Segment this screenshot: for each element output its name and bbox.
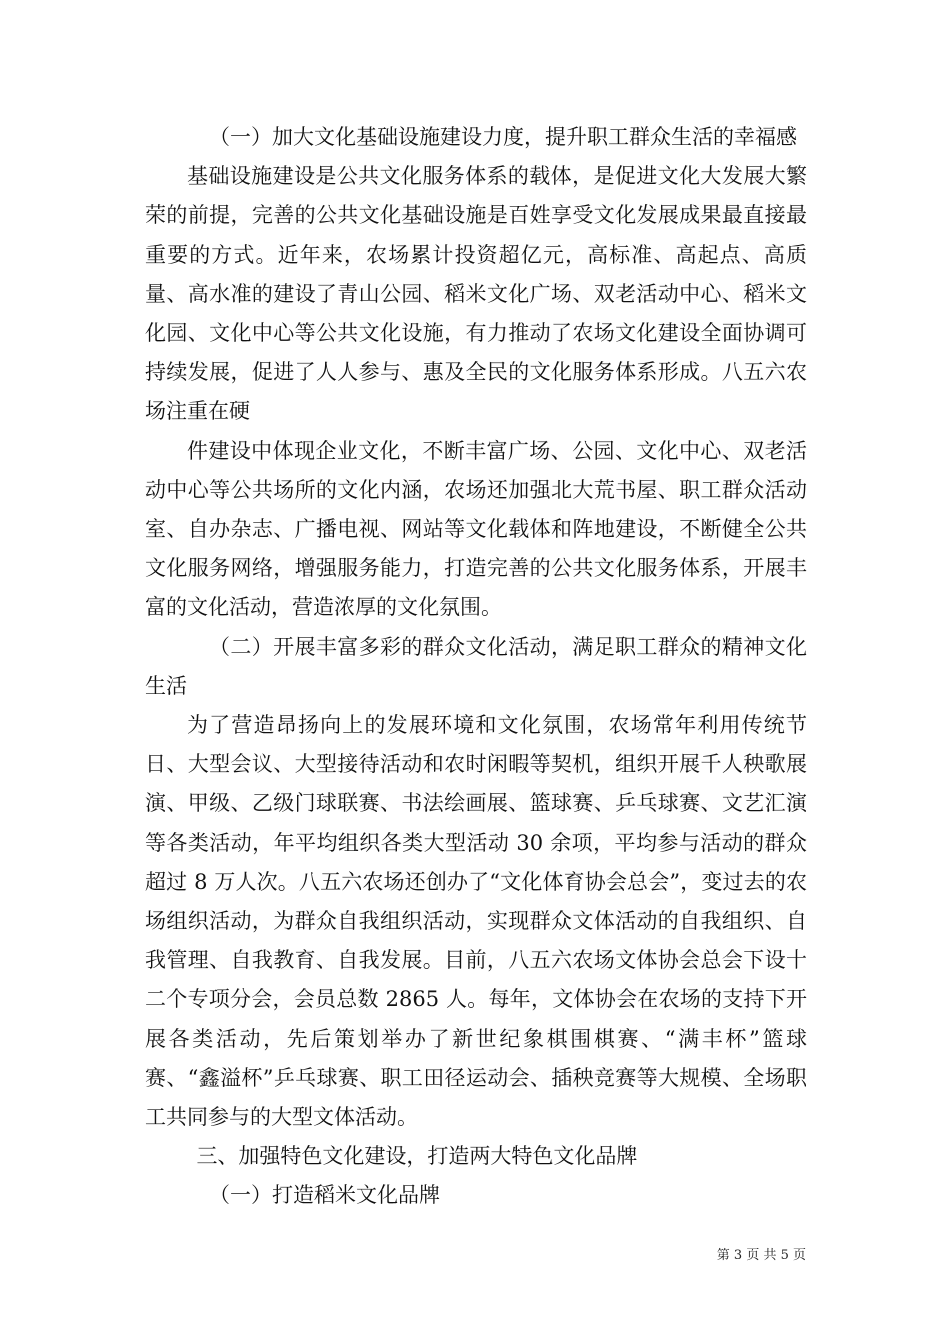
subsection-heading-1: （一）加大文化基础设施建设力度，提升职工群众生活的幸福感: [209, 125, 798, 149]
body-paragraph-1: 基础设施建设是公共文化服务体系的载体，是促进文化大发展大繁荣的前提，完善的公共文化基础设施是百姓享受文化发展成果最直接最重要的方式。近年来，农场累计投资超亿元，高标准、高起点、高质量、高水准的建设了青山公园、稻米文化广场、双老活动中心、稻米文化园、文化中心等公共文化设施，有力推动了农场文化建设全面协调可持续发展，促进了人人参与、惠及全民的文化服务体系形成。八五六农场注重在硬: [145, 164, 807, 424]
subsection-heading-3-1: （一）打造稻米文化品牌: [209, 1183, 441, 1208]
section-heading-3: 三、加强特色文化建设，打造两大特色文化品牌: [196, 1144, 638, 1169]
document-body: [145, 118, 807, 1216]
page-footer: 第 3 页 共 5 页: [716, 1248, 806, 1263]
body-paragraph-3: 为了营造昂扬向上的发展环境和文化氛围，农场常年利用传统节日、大型会议、大型接待活动和农时闲暇等契机，组织开展千人秧歌展演、甲级、乙级门球联赛、书法绘画展、篮球赛、乒乓球赛、文艺汇演等各类活动，年平均组织各类大型活动 30 余项，平均参与活动的群众超过 8 万人次。八五六农场还创办了“文化体育协会总会”，变过去的农场组织活动，为群众自我组织活动，实现群众文体活动的自我组织、自我管理、自我教育、自我发展。目前，八五六农场文体协会总会下设十二个专项分会，会员总数 2865 人。每年，文体协会在农场的支持下开展各类活动，先后策划举办了新世纪象棋围棋赛、“满丰杯”篮球赛、“鑫溢杯”乒乓球赛、职工田径运动会、插秧竞赛等大规模、全场职工共同参与的大型文体活动。: [145, 713, 807, 1130]
body-paragraph-2: 件建设中体现企业文化，不断丰富广场、公园、文化中心、双老活动中心等公共场所的文化内涵，农场还加强北大荒书屋、职工群众活动室、自办杂志、广播电视、网站等文化载体和阵地建设，不断健全公共文化服务网络，增强服务能力，打造完善的公共文化服务体系，开展丰富的文化活动，营造浓厚的文化氛围。: [145, 438, 807, 620]
subsection-heading-2: （二）开展丰富多彩的群众文化活动，满足职工群众的精神文化生活: [145, 634, 807, 698]
